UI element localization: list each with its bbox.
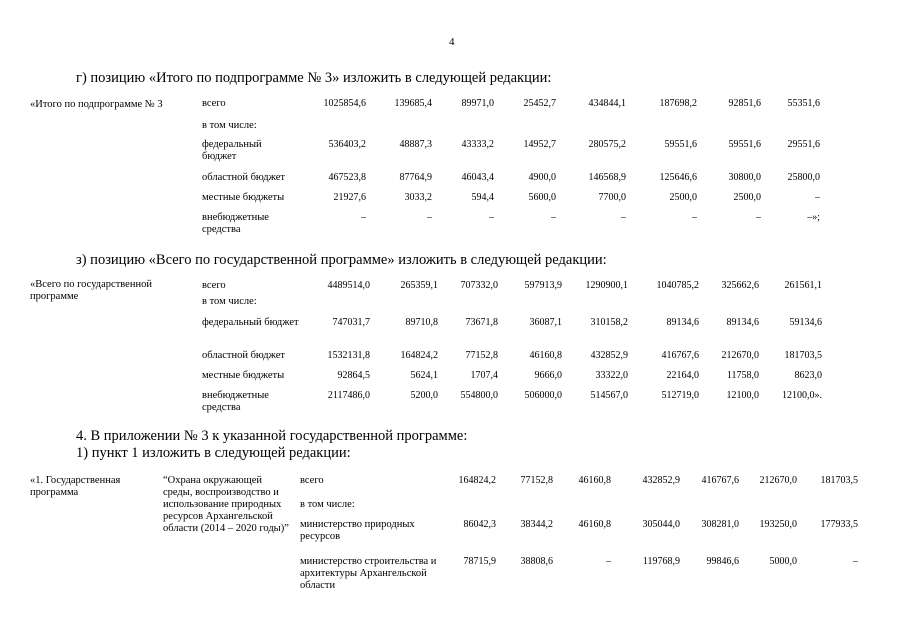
value-cell: 12100,0». — [782, 390, 822, 401]
value-cell: 5600,0 — [528, 192, 556, 203]
value-cell: 92864,5 — [337, 370, 370, 381]
value-cell: 25452,7 — [523, 98, 556, 109]
value-cell: 4900,0 — [528, 172, 556, 183]
section-z-heading: з) позицию «Всего по государственной программе» изложить в следующей редакции: — [76, 252, 607, 268]
value-cell: 164824,2 — [400, 350, 438, 361]
row-label: всего — [202, 280, 226, 291]
value-cell: 193250,0 — [759, 519, 797, 530]
value-cell: 55351,6 — [787, 98, 820, 109]
value-cell: 594,4 — [471, 192, 494, 203]
value-cell: 212670,0 — [721, 350, 759, 361]
value-cell: 99846,6 — [706, 556, 739, 567]
value-cell: 434844,1 — [588, 98, 626, 109]
value-cell: 325662,6 — [721, 280, 759, 291]
value-cell: 59551,6 — [728, 139, 761, 150]
value-cell: 36087,1 — [529, 317, 562, 328]
value-cell: 46043,4 — [461, 172, 494, 183]
row-label: в том числе: — [300, 499, 355, 510]
row-label: федеральный бюджет — [202, 317, 299, 328]
value-cell: 77152,8 — [465, 350, 498, 361]
value-cell: 164824,2 — [458, 475, 496, 486]
row-label: министерство строительства и архитектуры Архангельской области — [300, 556, 437, 591]
value-cell: 1707,4 — [470, 370, 498, 381]
value-cell: 514567,0 — [590, 390, 628, 401]
value-cell: – — [361, 212, 366, 223]
value-cell: 89134,6 — [666, 317, 699, 328]
value-cell: – — [606, 556, 611, 567]
value-cell: 86042,3 — [463, 519, 496, 530]
value-cell: 5200,0 — [410, 390, 438, 401]
value-cell: 1025854,6 — [323, 98, 366, 109]
value-cell: 597913,9 — [524, 280, 562, 291]
value-cell: 78715,9 — [463, 556, 496, 567]
value-cell: 5624,1 — [410, 370, 438, 381]
value-cell: 432852,9 — [590, 350, 628, 361]
value-cell: 261561,1 — [784, 280, 822, 291]
value-cell: – — [815, 192, 820, 203]
value-cell: 9666,0 — [534, 370, 562, 381]
value-cell: 707332,0 — [460, 280, 498, 291]
value-cell: 92851,6 — [728, 98, 761, 109]
value-cell: 7700,0 — [598, 192, 626, 203]
value-cell: 59134,6 — [789, 317, 822, 328]
page-number: 4 — [449, 36, 455, 48]
value-cell: 187698,2 — [659, 98, 697, 109]
value-cell: 3033,2 — [404, 192, 432, 203]
section-z-name: «Всего по государственной программе — [30, 279, 152, 302]
value-cell: 432852,9 — [642, 475, 680, 486]
value-cell: – — [756, 212, 761, 223]
value-cell: 11758,0 — [726, 370, 759, 381]
value-cell: 1290900,1 — [585, 280, 628, 291]
value-cell: 25800,0 — [787, 172, 820, 183]
value-cell: 38344,2 — [520, 519, 553, 530]
value-cell: 177933,5 — [820, 519, 858, 530]
value-cell: 1532131,8 — [327, 350, 370, 361]
value-cell: 146568,9 — [588, 172, 626, 183]
value-cell: 416767,6 — [701, 475, 739, 486]
value-cell: 181703,5 — [820, 475, 858, 486]
value-cell: 308281,0 — [701, 519, 739, 530]
section-g-name: «Итого по подпрограмме № 3 — [30, 99, 163, 110]
row-label: в том числе: — [202, 120, 257, 131]
row-label: местные бюджеты — [202, 370, 285, 381]
value-cell: 181703,5 — [784, 350, 822, 361]
value-cell: 5000,0 — [769, 556, 797, 567]
row-label: в том числе: — [202, 296, 257, 307]
item4-heading-1: 4. В приложении № 3 к указанной государственной программе: — [76, 428, 468, 444]
value-cell: 73671,8 — [465, 317, 498, 328]
row-label: внебюджетные средства — [202, 390, 269, 413]
value-cell: 89710,8 — [405, 317, 438, 328]
value-cell: 265359,1 — [400, 280, 438, 291]
item4-col1: «1. Государственная программа — [30, 475, 121, 498]
value-cell: 416767,6 — [661, 350, 699, 361]
value-cell: 22164,0 — [666, 370, 699, 381]
value-cell: – — [621, 212, 626, 223]
row-label: федеральный бюджет — [202, 139, 262, 162]
value-cell: 280575,2 — [588, 139, 626, 150]
value-cell: 139685,4 — [394, 98, 432, 109]
value-cell: 305044,0 — [642, 519, 680, 530]
value-cell: 310158,2 — [590, 317, 628, 328]
value-cell: – — [853, 556, 858, 567]
value-cell: 8623,0 — [794, 370, 822, 381]
row-label: местные бюджеты — [202, 192, 285, 203]
value-cell: 87764,9 — [399, 172, 432, 183]
value-cell: 46160,8 — [578, 475, 611, 486]
value-cell: –»; — [807, 212, 820, 223]
value-cell: 48887,3 — [399, 139, 432, 150]
value-cell: 21927,6 — [333, 192, 366, 203]
value-cell: 77152,8 — [520, 475, 553, 486]
item4-heading-2: 1) пункт 1 изложить в следующей редакции: — [76, 445, 351, 461]
value-cell: 14952,7 — [523, 139, 556, 150]
value-cell: 212670,0 — [759, 475, 797, 486]
value-cell: – — [489, 212, 494, 223]
row-label: всего — [300, 475, 324, 486]
value-cell: 33322,0 — [595, 370, 628, 381]
value-cell: – — [692, 212, 697, 223]
value-cell: 59551,6 — [664, 139, 697, 150]
row-label: внебюджетные средства — [202, 212, 269, 235]
value-cell: 30800,0 — [728, 172, 761, 183]
value-cell: 2500,0 — [669, 192, 697, 203]
value-cell: 119768,9 — [642, 556, 680, 567]
row-label: областной бюджет — [202, 350, 285, 361]
value-cell: 12100,0 — [726, 390, 759, 401]
value-cell: 4489514,0 — [327, 280, 370, 291]
value-cell: 1040785,2 — [656, 280, 699, 291]
value-cell: 125646,6 — [659, 172, 697, 183]
value-cell: 506000,0 — [524, 390, 562, 401]
section-g-heading: г) позицию «Итого по подпрограмме № 3» изложить в следующей редакции: — [76, 70, 552, 86]
value-cell: 2500,0 — [733, 192, 761, 203]
value-cell: 747031,7 — [332, 317, 370, 328]
value-cell: 467523,8 — [328, 172, 366, 183]
value-cell: 2117486,0 — [327, 390, 370, 401]
value-cell: 38808,6 — [520, 556, 553, 567]
value-cell: 89134,6 — [726, 317, 759, 328]
value-cell: 554800,0 — [460, 390, 498, 401]
value-cell: 43333,2 — [461, 139, 494, 150]
value-cell: 46160,8 — [529, 350, 562, 361]
value-cell: 512719,0 — [661, 390, 699, 401]
value-cell: 29551,6 — [787, 139, 820, 150]
item4-col2: “Охрана окружающей среды, воспроизводство и использование природных ресурсов Архангельской области (2014 – 2020 годы)” — [163, 475, 289, 534]
row-label: министерство природных ресурсов — [300, 519, 415, 542]
row-label: всего — [202, 98, 226, 109]
value-cell: – — [427, 212, 432, 223]
value-cell: – — [551, 212, 556, 223]
value-cell: 89971,0 — [461, 98, 494, 109]
value-cell: 536403,2 — [328, 139, 366, 150]
row-label: областной бюджет — [202, 172, 285, 183]
value-cell: 46160,8 — [578, 519, 611, 530]
